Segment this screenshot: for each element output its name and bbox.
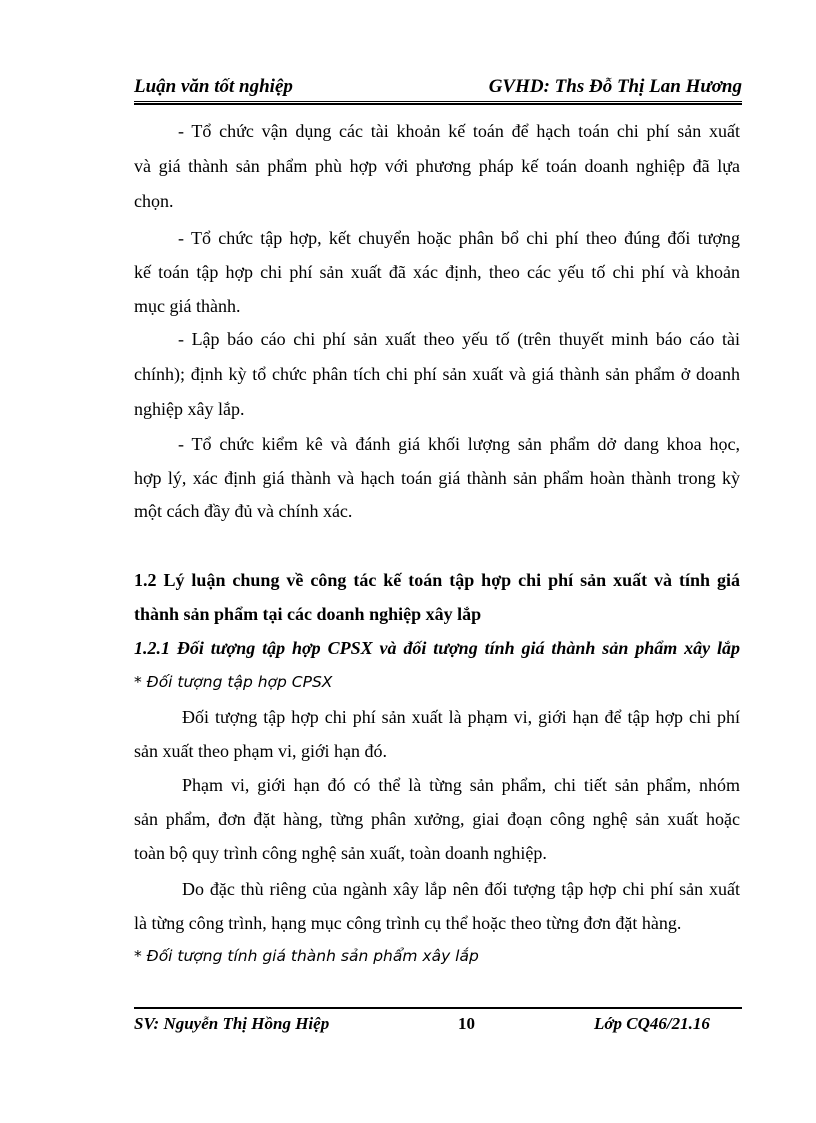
page-header — [134, 76, 742, 102]
bullet-1-line-1: - Tổ chức vận dụng các tài khoản kế toán để hạch toán chi phí sản xuất — [178, 121, 740, 141]
bullet-4-line-2: hợp lý, xác định giá thành và hạch toán giá thành sản phẩm hoàn thành trong kỳ — [134, 468, 740, 488]
header-thesis-title: Luận văn tốt nghiệp — [134, 76, 293, 97]
section-heading-line-1: 1.2 Lý luận chung về công tác kế toán tập hợp chi phí sản xuất và tính giá — [134, 570, 740, 590]
paragraph-1-line-1: Đối tượng tập hợp chi phí sản xuất là phạm vi, giới hạn để tập hợp chi phí — [182, 707, 740, 727]
bullet-1-line-2: và giá thành sản phẩm phù hợp với phương pháp kế toán doanh nghiệp đã lựa — [134, 156, 740, 176]
bullet-3-line-1: - Lập báo cáo chi phí sản xuất theo yếu tố (trên thuyết minh báo cáo tài — [178, 329, 740, 349]
footer-student-name: SV: Nguyễn Thị Hồng Hiệp — [134, 1014, 330, 1033]
header-supervisor: GVHD: Ths Đỗ Thị Lan Hương — [488, 76, 742, 97]
paragraph-2-line-2: sản phẩm, đơn đặt hàng, từng phân xưởng, giai đoạn công nghệ sản xuất hoặc — [134, 809, 740, 829]
footer-rule — [134, 1007, 742, 1009]
footer-page-number: 10 — [458, 1014, 475, 1033]
bullet-2-line-3: mục giá thành. — [134, 296, 241, 316]
bullet-2-line-1: - Tổ chức tập hợp, kết chuyển hoặc phân bổ chi phí theo đúng đối tượng — [178, 228, 740, 248]
bullet-4-line-3: một cách đầy đủ và chính xác. — [134, 501, 353, 521]
section-heading-line-2: thành sản phẩm tại các doanh nghiệp xây lắp — [134, 604, 482, 624]
paragraph-3-line-1: Do đặc thù riêng của ngành xây lắp nên đối tượng tập hợp chi phí sản xuất — [182, 879, 740, 899]
bullet-3-line-3: nghiệp xây lắp. — [134, 399, 245, 419]
bullet-1-line-3: chọn. — [134, 191, 174, 211]
paragraph-1-line-2: sản xuất theo phạm vi, giới hạn đó. — [134, 741, 387, 761]
paragraph-3-line-2: là từng công trình, hạng mục công trình cụ thể hoặc theo từng đơn đặt hàng. — [134, 913, 682, 933]
bullet-3-line-2: chính); định kỳ tổ chức phân tích chi phí sản xuất và giá thành sản phẩm ở doanh — [134, 364, 740, 384]
subsection-heading: 1.2.1 Đối tượng tập hợp CPSX và đối tượng tính giá thành sản phẩm xây lắp — [134, 638, 740, 658]
footer-class: Lớp CQ46/21.16 — [594, 1014, 710, 1033]
paragraph-2-line-3: toàn bộ quy trình công nghệ sản xuất, toàn doanh nghiệp. — [134, 843, 547, 863]
subheading-cost-object: * Đối tượng tập hợp CPSX — [134, 673, 333, 691]
subheading-costing-object: * Đối tượng tính giá thành sản phẩm xây lắp — [134, 947, 479, 965]
paragraph-2-line-1: Phạm vi, giới hạn đó có thể là từng sản phẩm, chi tiết sản phẩm, nhóm — [182, 775, 740, 795]
header-rule — [134, 101, 742, 105]
bullet-2-line-2: kế toán tập hợp chi phí sản xuất đã xác định, theo các yếu tố chi phí và khoản — [134, 262, 740, 282]
bullet-4-line-1: - Tổ chức kiểm kê và đánh giá khối lượng sản phẩm dở dang khoa học, — [178, 434, 740, 454]
